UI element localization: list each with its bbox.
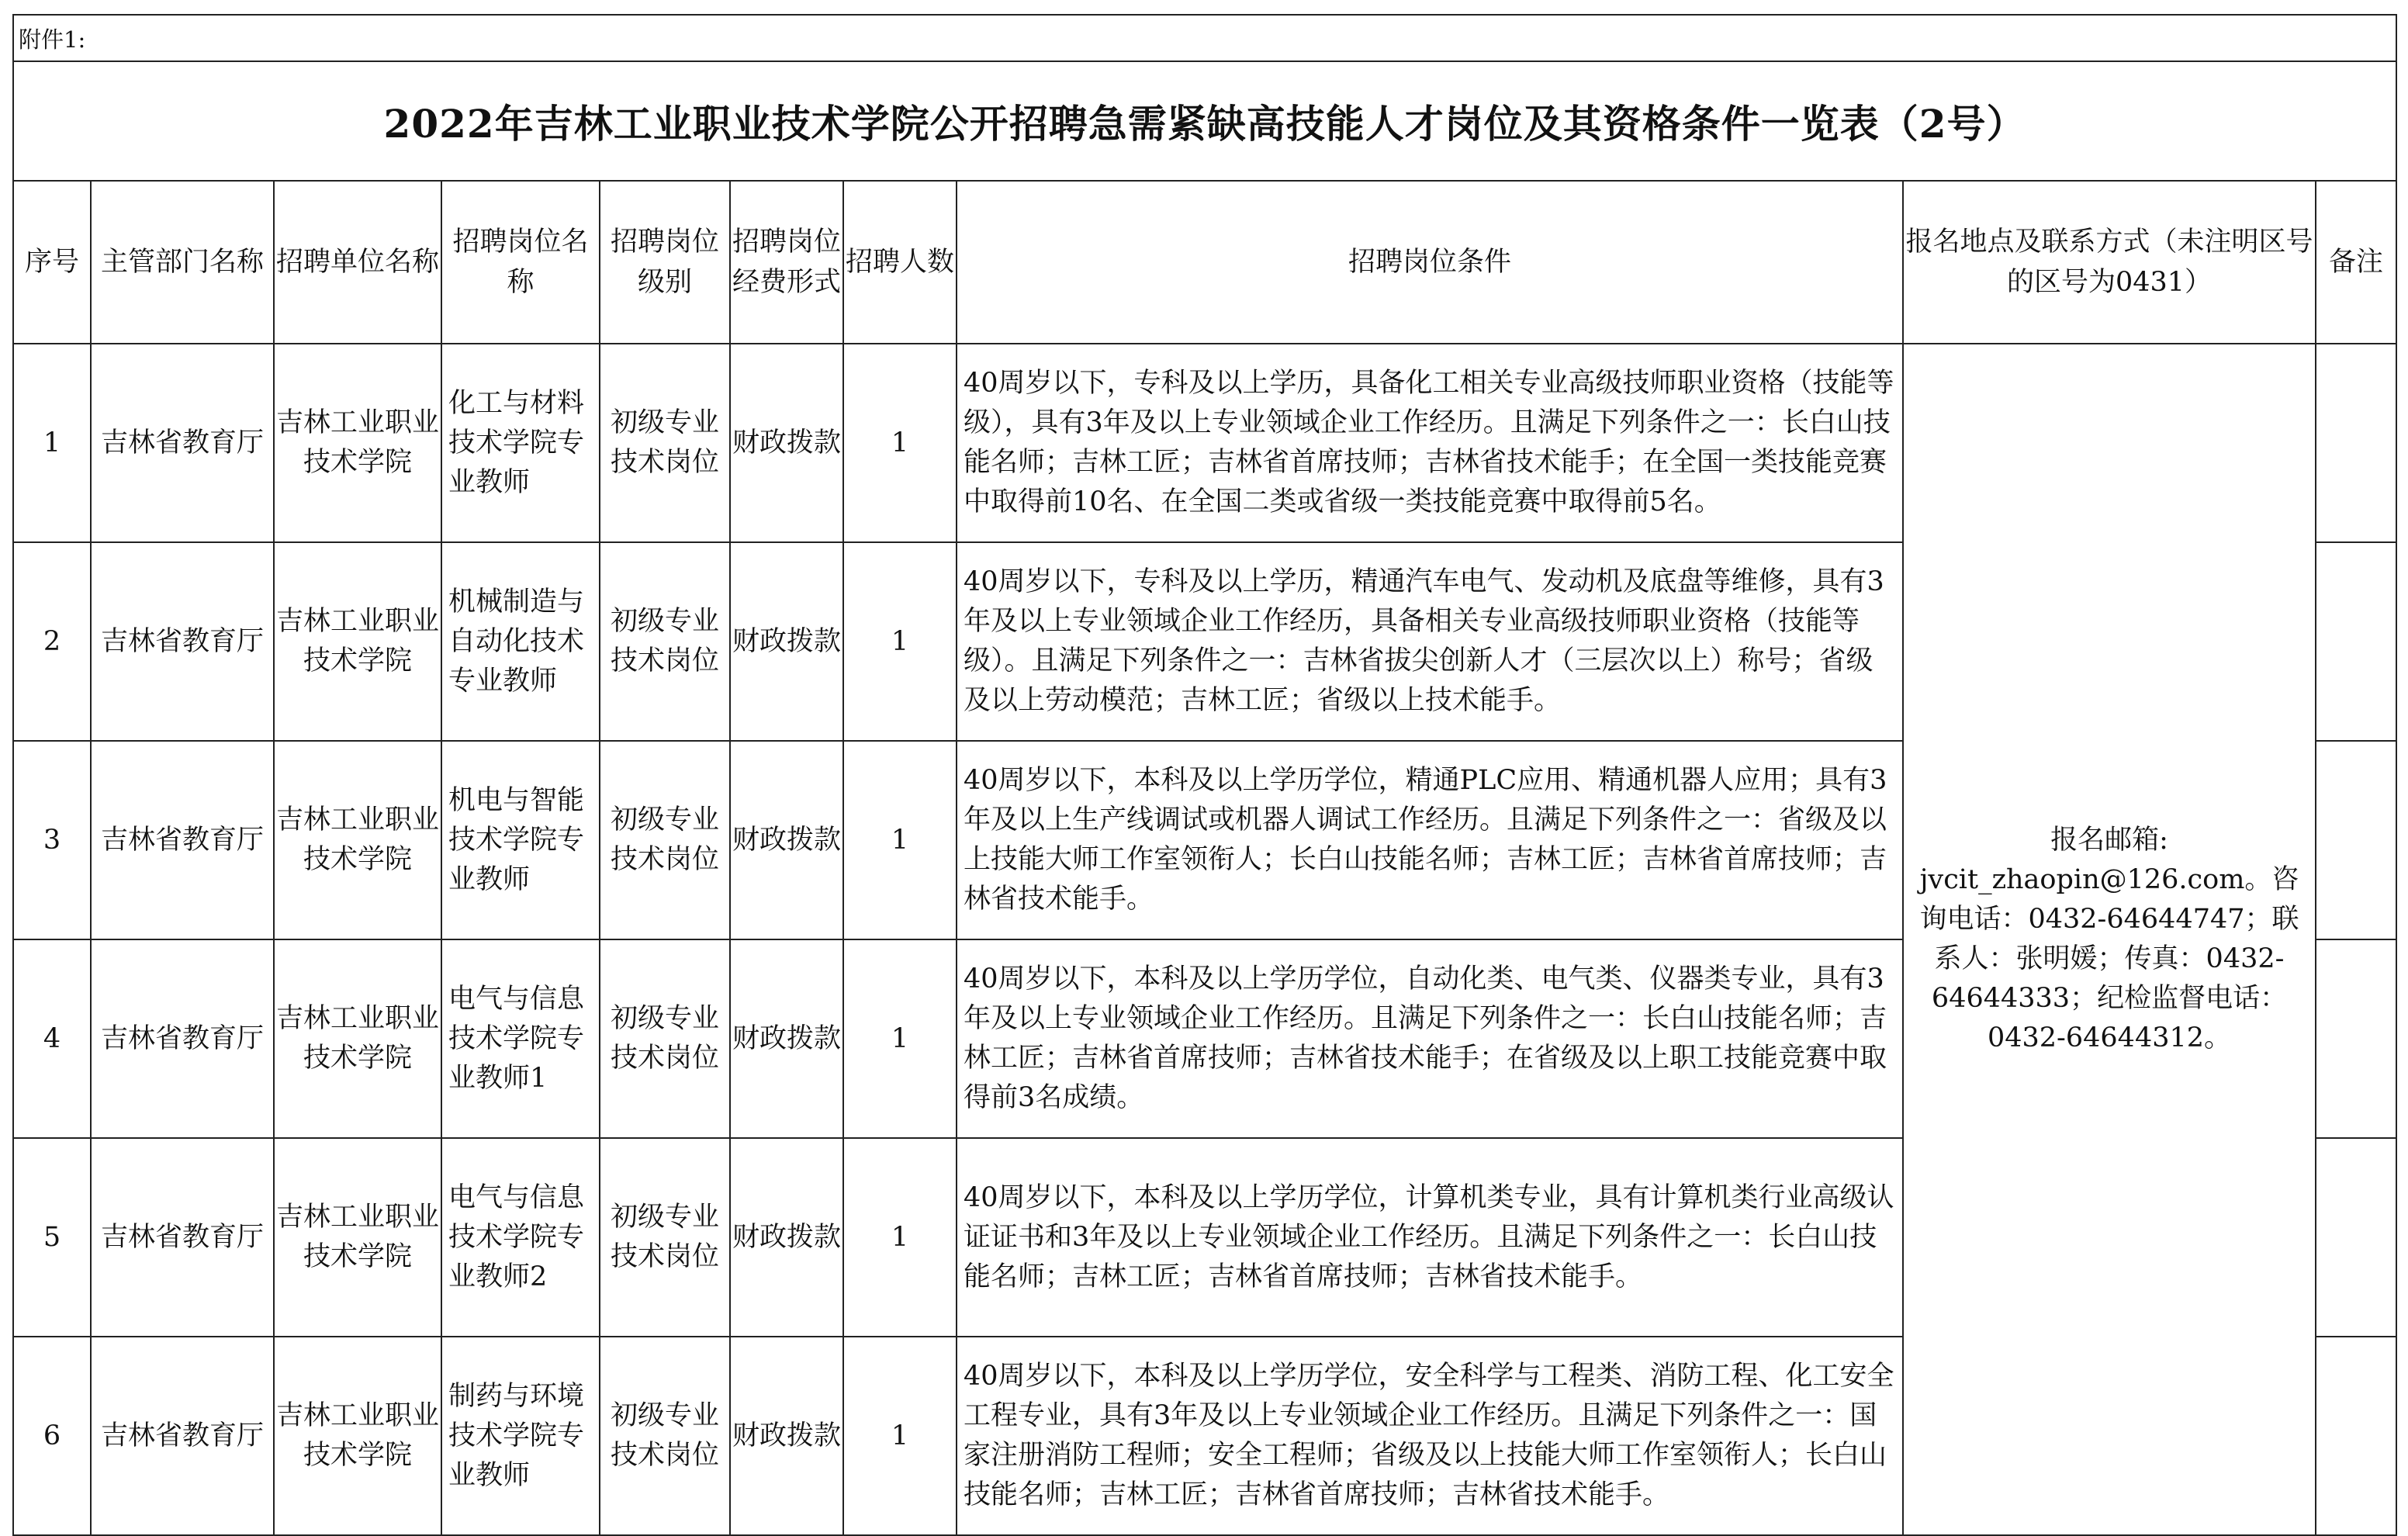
header-row — [13, 181, 2396, 344]
header-conditions: 招聘岗位条件 — [957, 181, 1903, 344]
row-seq: 3 — [13, 741, 91, 939]
recruitment-table — [12, 14, 2397, 1536]
row-remarks — [2316, 741, 2396, 939]
row-dept: 吉林省教育厅 — [91, 1138, 274, 1337]
row-seq: 4 — [13, 939, 91, 1138]
row-seq: 5 — [13, 1138, 91, 1337]
row-conditions: 40周岁以下，本科及以上学历学位，计算机类专业，具有计算机类行业高级认证证书和3年及以上专业领域企业工作经历。且满足下列条件之一：长白山技能名师；吉林工匠；吉林省首席技师；吉林省技术能手。 — [957, 1138, 1903, 1337]
row-conditions: 40周岁以下，本科及以上学历学位，安全科学与工程类、消防工程、化工安全工程专业，具有3年及以上专业领域企业工作经历。且满足下列条件之一：国家注册消防工程师；安全工程师；省级及以上技能大师工作室领衔人；长白山技能名师；吉林工匠；吉林省首席技师；吉林省技术能手。 — [957, 1337, 1903, 1535]
row-remarks — [2316, 344, 2396, 542]
row-dept: 吉林省教育厅 — [91, 1337, 274, 1535]
row-remarks — [2316, 1138, 2396, 1337]
row-seq: 1 — [13, 344, 91, 542]
attachment-label: 附件1: — [13, 15, 2396, 61]
row-level: 初级专业技术岗位 — [600, 939, 730, 1138]
header-remarks: 备注 — [2316, 181, 2396, 344]
row-level: 初级专业技术岗位 — [600, 741, 730, 939]
row-unit: 吉林工业职业技术学院 — [274, 741, 441, 939]
row-funding: 财政拨款 — [730, 1337, 843, 1535]
row-dept: 吉林省教育厅 — [91, 542, 274, 741]
row-dept: 吉林省教育厅 — [91, 741, 274, 939]
row-position: 机械制造与自动化技术专业教师 — [441, 542, 600, 741]
row-position: 化工与材料技术学院专业教师 — [441, 344, 600, 542]
row-count: 1 — [843, 344, 957, 542]
header-position: 招聘岗位名称 — [441, 181, 600, 344]
header-funding: 招聘岗位经费形式 — [730, 181, 843, 344]
row-level: 初级专业技术岗位 — [600, 344, 730, 542]
row-conditions: 40周岁以下，本科及以上学历学位，自动化类、电气类、仪器类专业，具有3年及以上专业领域企业工作经历。且满足下列条件之一：长白山技能名师；吉林工匠；吉林省首席技师；吉林省技术能手；在省级及以上职工技能竞赛中取得前3名成绩。 — [957, 939, 1903, 1138]
header-seq: 序号 — [13, 181, 91, 344]
row-dept: 吉林省教育厅 — [91, 344, 274, 542]
row-position: 制药与环境技术学院专业教师 — [441, 1337, 600, 1535]
row-unit: 吉林工业职业技术学院 — [274, 1337, 441, 1535]
row-count: 1 — [843, 741, 957, 939]
title-row — [13, 61, 2396, 181]
row-position: 电气与信息技术学院专业教师2 — [441, 1138, 600, 1337]
row-count: 1 — [843, 542, 957, 741]
table-row — [13, 344, 2396, 542]
row-remarks — [2316, 939, 2396, 1138]
row-count: 1 — [843, 939, 957, 1138]
row-unit: 吉林工业职业技术学院 — [274, 1138, 441, 1337]
row-funding: 财政拨款 — [730, 542, 843, 741]
header-unit: 招聘单位名称 — [274, 181, 441, 344]
header-contact: 报名地点及联系方式（未注明区号的区号为0431） — [1903, 181, 2316, 344]
row-conditions: 40周岁以下，专科及以上学历，精通汽车电气、发动机及底盘等维修，具有3年及以上专业领域企业工作经历，具备相关专业高级技师职业资格（技能等级）。且满足下列条件之一：吉林省拔尖创新人才（三层次以上）称号；省级及以上劳动模范；吉林工匠；省级以上技术能手。 — [957, 542, 1903, 741]
row-level: 初级专业技术岗位 — [600, 1138, 730, 1337]
row-position: 电气与信息技术学院专业教师1 — [441, 939, 600, 1138]
row-level: 初级专业技术岗位 — [600, 1337, 730, 1535]
contact-details: jvcit_zhaopin@126.com。咨询电话：0432-64644747；联系人：张明媛；传真：0432-64644333；纪检监督电话：0432-64644312。 — [1919, 864, 2299, 1053]
row-count: 1 — [843, 1138, 957, 1337]
row-funding: 财政拨款 — [730, 939, 843, 1138]
row-level: 初级专业技术岗位 — [600, 542, 730, 741]
row-dept: 吉林省教育厅 — [91, 939, 274, 1138]
row-unit: 吉林工业职业技术学院 — [274, 542, 441, 741]
row-unit: 吉林工业职业技术学院 — [274, 344, 441, 542]
row-conditions: 40周岁以下，专科及以上学历，具备化工相关专业高级技师职业资格（技能等级），具有3年及以上专业领域企业工作经历。且满足下列条件之一：长白山技能名师；吉林工匠；吉林省首席技师；吉林省技术能手；在全国一类技能竞赛中取得前10名、在全国二类或省级一类技能竞赛中取得前5名。 — [957, 344, 1903, 542]
row-funding: 财政拨款 — [730, 344, 843, 542]
row-position: 机电与智能技术学院专业教师 — [441, 741, 600, 939]
header-dept: 主管部门名称 — [91, 181, 274, 344]
row-funding: 财政拨款 — [730, 741, 843, 939]
contact-cell — [1903, 344, 2316, 1535]
contact-email-label: 报名邮箱: — [2050, 825, 2168, 856]
row-remarks — [2316, 542, 2396, 741]
row-funding: 财政拨款 — [730, 1138, 843, 1337]
attachment-row — [13, 15, 2396, 61]
row-unit: 吉林工业职业技术学院 — [274, 939, 441, 1138]
row-seq: 2 — [13, 542, 91, 741]
row-count: 1 — [843, 1337, 957, 1535]
spreadsheet-sheet — [12, 14, 2396, 1510]
row-seq: 6 — [13, 1337, 91, 1535]
table-title: 2022年吉林工业职业技术学院公开招聘急需紧缺高技能人才岗位及其资格条件一览表（2号） — [13, 61, 2396, 181]
header-level: 招聘岗位级别 — [600, 181, 730, 344]
row-remarks — [2316, 1337, 2396, 1535]
header-count: 招聘人数 — [843, 181, 957, 344]
row-conditions: 40周岁以下，本科及以上学历学位，精通PLC应用、精通机器人应用；具有3年及以上生产线调试或机器人调试工作经历。且满足下列条件之一：省级及以上技能大师工作室领衔人；长白山技能名师；吉林工匠；吉林省首席技师；吉林省技术能手。 — [957, 741, 1903, 939]
